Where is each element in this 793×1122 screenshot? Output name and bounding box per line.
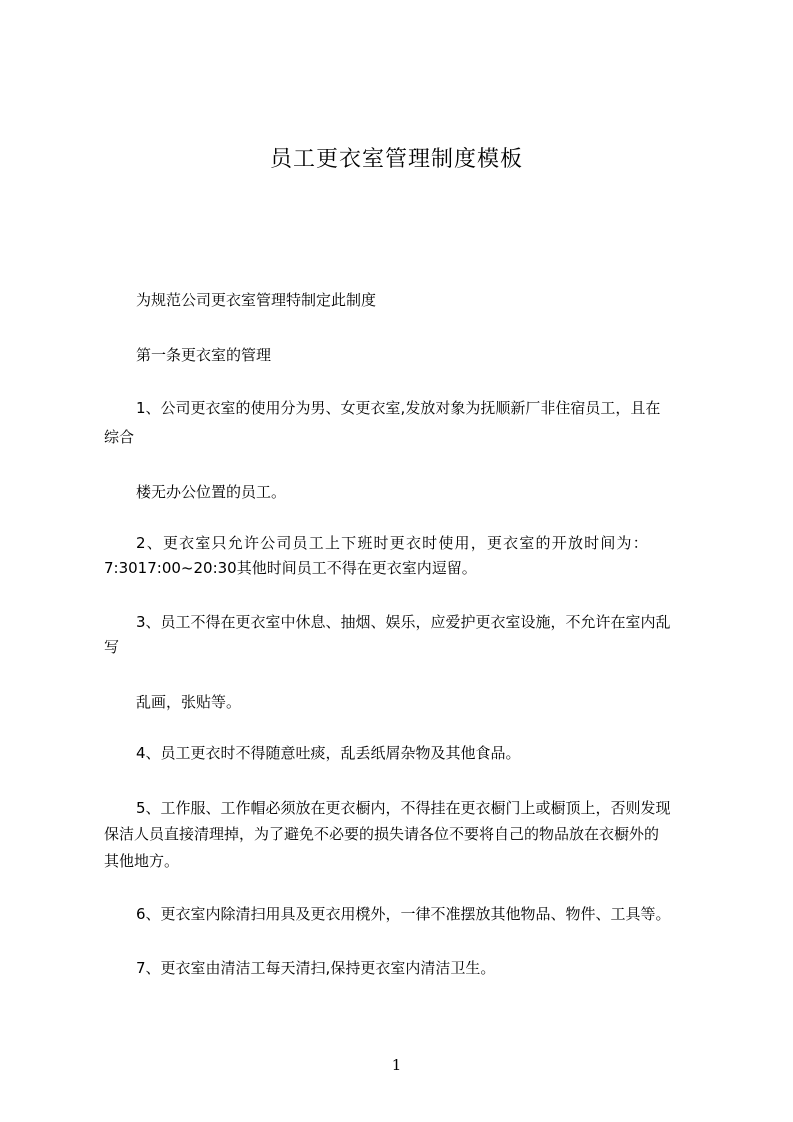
rule-5-line-1: 5、工作服、工作帽必须放在更衣橱内，不得挂在更衣橱门上或橱顶上，否则发现 <box>136 799 671 817</box>
rule-4-line: 4、员工更衣时不得随意吐痰，乱丢纸屑杂物及其他食品。 <box>136 744 521 762</box>
rule-7-line: 7、更衣室由清洁工每天清扫,保持更衣室内清洁卫生。 <box>136 959 496 977</box>
rule-3-line-2: 写 <box>104 638 120 656</box>
rule-3-line-3: 乱画，张贴等。 <box>136 693 242 711</box>
intro-line: 为规范公司更衣室管理特制定此制度 <box>136 291 377 309</box>
article-heading: 第一条更衣室的管理 <box>136 346 272 364</box>
page-number: 1 <box>391 1056 402 1074</box>
rule-1-line-1: 1、公司更衣室的使用分为男、女更衣室,发放对象为抚顺新厂非住宿员工，且在 <box>136 399 661 417</box>
rule-2-line-1: 2、更衣室只允许公司员工上下班时更衣时使用，更衣室的开放时间为： <box>136 534 649 552</box>
rule-2-line-2: 7:3017:00~20:30其他时间员工不得在更衣室内逗留。 <box>104 559 477 577</box>
rule-1-line-3: 楼无办公位置的员工。 <box>136 483 287 501</box>
rule-1-line-2: 综合 <box>104 428 135 446</box>
rule-3-line-1: 3、员工不得在更衣室中休息、抽烟、娱乐，应爱护更衣室设施，不允许在室内乱 <box>136 613 671 631</box>
document-title: 员工更衣室管理制度模板 <box>269 147 523 172</box>
rule-5-line-3: 其他地方。 <box>104 852 180 870</box>
rule-6-line: 6、更衣室内除清扫用具及更衣用櫈外，一律不准摆放其他物品、物件、工具等。 <box>136 905 671 923</box>
rule-5-line-2: 保洁人员直接清理掉，为了避免不必要的损失请各位不要将自己的物品放在衣橱外的 <box>104 825 660 843</box>
